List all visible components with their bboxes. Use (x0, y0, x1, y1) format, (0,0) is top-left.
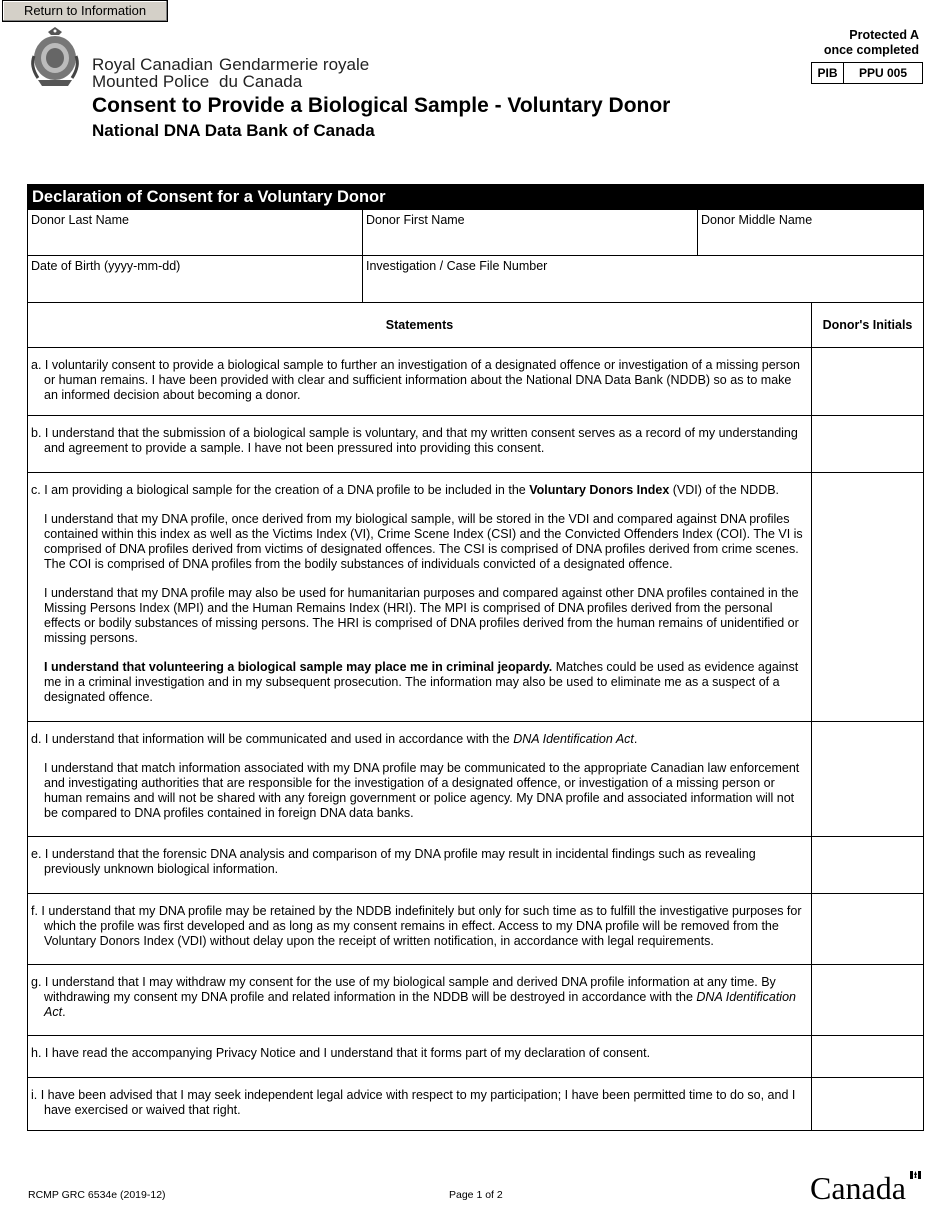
statement-a-row (28, 347, 923, 415)
statement-b-row (28, 415, 923, 472)
initials-h-input[interactable] (812, 1036, 923, 1077)
statement-h-row (28, 1035, 923, 1077)
initials-b-input[interactable] (812, 416, 923, 472)
statement-d-p1: I understand that match information associated with my DNA profile may be communicated to the appropriate Canadian law enforcement and investigating authorities that are responsible for the investigation of a designated offence, or investigation of a missing person or human remains and will not be shared with any foreign government or police agency. My DNA profile and associated information will not be compared to DNA profiles contained in foreign DNA data banks. (44, 761, 800, 820)
statement-c-p1: I understand that my DNA profile, once derived from my biological sample, will be stored in the VDI and compared against DNA profiles contained within this index as well as the Victims Index (VI), Crime Scene Index (CSI) and the Convicted Offenders Index (COI). The VI is comprised of DNA profiles derived from victims of designated offences. The CSI is comprised of DNA profiles derived from crime scenes. The COI is comprised of DNA profiles from the bodily substances of individuals convicted of a designated offence. (44, 512, 803, 571)
statements-header-row (28, 302, 923, 347)
donor-last-name-field[interactable] (28, 210, 363, 255)
initials-f-input[interactable] (812, 894, 923, 964)
statement-f: f. I understand that my DNA profile may be retained by the NDDB indefinitely but only for such time as to fulfill the investigative purposes for which the profile was first developed and as long as my consent remains in effect. Access to my DNA profile will be removed from the Voluntary Donors Index (VDI) without delay upon the receipt of written notification, in accordance with legal requirements. (31, 904, 802, 948)
statement-c-p3 (31, 660, 805, 705)
donor-middle-name-field[interactable] (698, 210, 923, 255)
form-number: RCMP GRC 6534e (2019-12) (28, 1189, 166, 1201)
statement-c-post: (VDI) of the NDDB. (669, 483, 780, 497)
statement-c (31, 483, 805, 498)
initials-g-input[interactable] (812, 965, 923, 1035)
agency-name-en (92, 56, 213, 90)
statement-c-p3-text: Matches could be used as evidence against me in a criminal investigation and in my subsequent prosecution. The information may also be used to eliminate me as a suspect of a designated offence. (44, 660, 799, 704)
statement-f-row (28, 893, 923, 964)
canada-wordmark-text: Canada (810, 1170, 906, 1204)
canada-wordmark-icon (810, 1170, 922, 1204)
statement-g-pre: g. I understand that I may withdraw my consent for the use of my biological sample and derived DNA profile information at any time. By withdrawing my consent my DNA profile and related information in the NDDB will be destroyed in accordance with the (31, 975, 776, 1004)
protected-label (824, 28, 919, 58)
agency-name-fr-line1: Gendarmerie royale (219, 55, 370, 74)
statement-c-p2: I understand that my DNA profile may also be used for humanitarian purposes and compared against other DNA profiles contained in the Missing Persons Index (MPI) and the Human Remains Index (HRI). The MPI is comprised of DNA profiles derived from the personal effects or bodily substances of missing persons. The HRI is comprised of DNA profiles derived from the human remains of unidentified or missing persons. (44, 586, 799, 645)
consent-form (27, 184, 924, 1131)
statement-d-row (28, 721, 923, 836)
statement-c-p3-bold: I understand that volunteering a biological sample may place me in criminal jeopardy. (44, 660, 553, 674)
statement-g-row (28, 964, 923, 1035)
statement-e: e. I understand that the forensic DNA analysis and comparison of my DNA profile may result in incidental findings such as revealing previously unknown biological information. (31, 847, 756, 876)
statement-d (31, 732, 805, 747)
agency-name-fr-line2: du Canada (219, 72, 303, 91)
rcmp-crest-icon (28, 26, 82, 90)
statement-c-pre: c. I am providing a biological sample for the creation of a DNA profile to be included in the (31, 483, 530, 497)
protected-line2: once completed (823, 43, 919, 57)
donor-last-name-label: Donor Last Name (31, 213, 129, 227)
date-of-birth-label: Date of Birth (yyyy-mm-dd) (31, 259, 181, 273)
statement-d-act: DNA Identification Act (513, 732, 634, 746)
donor-middle-name-label: Donor Middle Name (701, 213, 813, 227)
statement-g-post: . (62, 1005, 66, 1019)
initials-e-input[interactable] (812, 837, 923, 893)
statement-i: i. I have been advised that I may seek independent legal advice with respect to my participation; I have been permitted time to do so, and I have exercised or waived that right. (31, 1088, 796, 1117)
initials-c-input[interactable] (812, 473, 923, 721)
statements-header: Statements (28, 303, 812, 347)
case-file-number-field[interactable] (363, 256, 923, 302)
initials-d-input[interactable] (812, 722, 923, 836)
statement-c-row (28, 472, 923, 721)
statement-i-row (28, 1077, 923, 1130)
initials-a-input[interactable] (812, 348, 923, 415)
page-title: Consent to Provide a Biological Sample - Voluntary Donor (92, 94, 671, 117)
protected-line1: Protected A (849, 28, 919, 42)
agency-name-en-line1: Royal Canadian (92, 55, 213, 74)
statement-h: h. I have read the accompanying Privacy Notice and I understand that it forms part of my declaration of consent. (31, 1046, 651, 1060)
statement-a: a. I voluntarily consent to provide a biological sample to further an investigation of a designated offence or investigation of a missing person or human remains. I have been provided with clear and sufficient information about the National DNA Data Bank (NDDB) so as to make an informed decision about becoming a donor. (31, 358, 800, 402)
statement-e-row (28, 836, 923, 893)
donor-first-name-field[interactable] (363, 210, 698, 255)
page-subtitle: National DNA Data Bank of Canada (92, 121, 375, 140)
initials-header: Donor's Initials (822, 318, 913, 332)
statement-b: b. I understand that the submission of a biological sample is voluntary, and that my written consent serves as a record of my understanding and agreement to provide a sample. I have not been pressured into providing this consent. (31, 426, 798, 455)
pib-label: PIB (812, 63, 844, 83)
page-number: Page 1 of 2 (449, 1189, 503, 1201)
agency-name-fr (219, 56, 369, 90)
donor-first-name-label: Donor First Name (366, 213, 465, 227)
statement-c-bold: Voluntary Donors Index (529, 483, 670, 497)
return-to-information-button[interactable]: Return to Information (2, 0, 168, 22)
pib-box (811, 62, 923, 84)
initials-i-input[interactable] (812, 1078, 923, 1130)
statement-g-act: DNA Identification Act (44, 990, 796, 1019)
statement-g (31, 975, 805, 1020)
statement-d-post: . (633, 732, 638, 746)
statement-d-pre: d. I understand that information will be communicated and used in accordance with the (31, 732, 514, 746)
name-row (28, 209, 923, 255)
dob-row (28, 255, 923, 302)
case-file-number-label: Investigation / Case File Number (366, 259, 548, 273)
date-of-birth-field[interactable] (28, 256, 363, 302)
agency-name-en-line2: Mounted Police (92, 72, 210, 91)
pib-value: PPU 005 (858, 66, 908, 80)
section-title: Declaration of Consent for a Voluntary Donor (28, 185, 923, 209)
